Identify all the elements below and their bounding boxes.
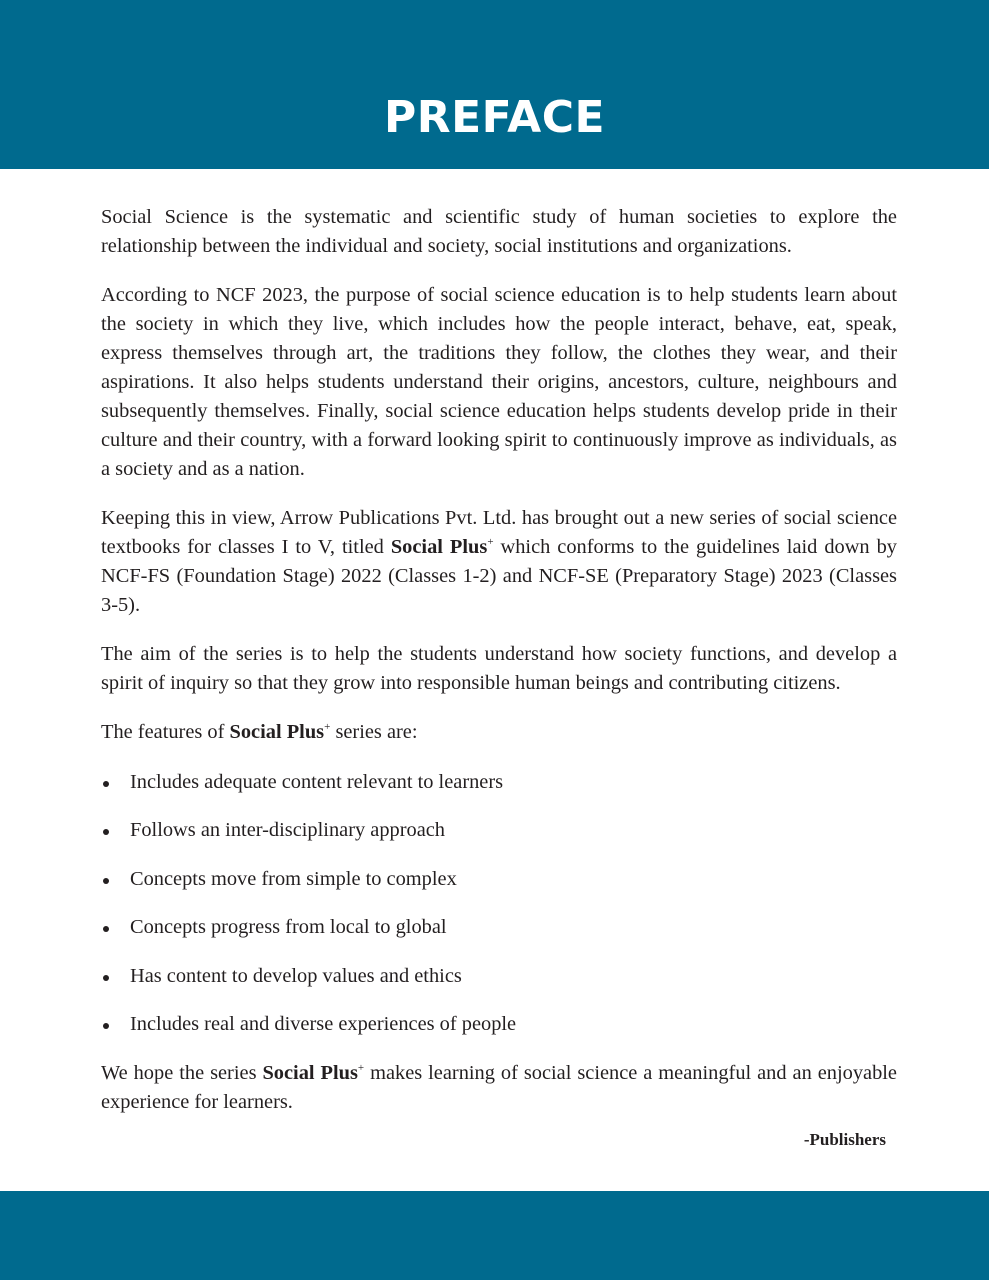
paragraph-aim: The aim of the series is to help the students understand how society functions, and develop a spirit of inquiry so that they grow into responsible human beings and contributing citizens. <box>101 643 897 694</box>
bullet-icon <box>103 781 109 787</box>
bullet-icon <box>103 1023 109 1029</box>
list-item <box>101 1010 897 1039</box>
series-name-plus: + <box>324 721 331 733</box>
bullet-icon <box>103 878 109 884</box>
paragraph-series-start: Keeping this in view, Arrow Publications Pvt. Ltd. has brought out a new series of social science textbooks for classes I to V, titled <box>101 507 897 558</box>
list-item-text: Includes real and diverse experiences of people <box>130 1012 517 1035</box>
features-intro-start: The features of <box>101 721 230 743</box>
series-name: Social Plus <box>229 721 325 743</box>
closing-start: We hope the series <box>101 1061 263 1084</box>
list-item-text: Has content to develop values and ethics <box>130 964 462 987</box>
series-name-plus: + <box>357 1061 365 1074</box>
list-item-text: Concepts progress from local to global <box>130 916 447 939</box>
list-item-text: Concepts move from simple to complex <box>130 867 457 890</box>
footer-band <box>0 1191 989 1280</box>
preface-body <box>101 203 897 1117</box>
signoff: -Publishers <box>803 1130 886 1149</box>
series-name: Social Plus <box>390 536 488 558</box>
bullet-icon <box>103 829 109 835</box>
paragraph-series-end: which conforms to the guidelines laid down by NCF-FS (Foundation Stage) 2022 (Classes 1-2) and NCF-SE (Preparatory Stage) 2023 (Classes 3-5). <box>101 536 897 616</box>
series-name: Social Plus <box>262 1061 358 1084</box>
list-item-text: Includes adequate content relevant to learners <box>130 771 504 793</box>
series-name-plus: + <box>487 536 494 548</box>
paragraph-intro: Social Science is the systematic and scientific study of human societies to explore the relationship between the individual and society, social institutions and organizations. <box>101 206 897 257</box>
list-item-text: Follows an inter-disciplinary approach <box>130 819 445 842</box>
bullet-icon <box>103 926 109 932</box>
paragraph-features-intro <box>101 718 897 747</box>
bullet-icon <box>103 975 109 981</box>
list-item <box>101 768 897 797</box>
features-intro-end: series are: <box>330 721 418 743</box>
page-title: PREFACE <box>383 92 606 143</box>
list-item <box>101 865 897 894</box>
list-item <box>101 913 897 942</box>
closing-end: makes learning of social science a meaningful and an enjoyable experience for learners. <box>101 1061 897 1113</box>
list-item <box>101 962 897 991</box>
features-list <box>101 768 897 1039</box>
paragraph-series <box>101 504 897 620</box>
list-item <box>101 816 897 845</box>
paragraph-closing <box>101 1059 897 1117</box>
paragraph-ncf: According to NCF 2023, the purpose of social science education is to help students learn about the society in which they live, which includes how the people interact, behave, eat, speak, express themselves through art, the traditions they follow, the clothes they wear, and their aspirations. It also helps students understand their origins, ancestors, culture, neighbours and subsequently themselves. Finally, social science education helps students develop pride in their culture and their country, with a forward looking spirit to continuously improve as individuals, as a society and as a nation. <box>101 284 897 480</box>
